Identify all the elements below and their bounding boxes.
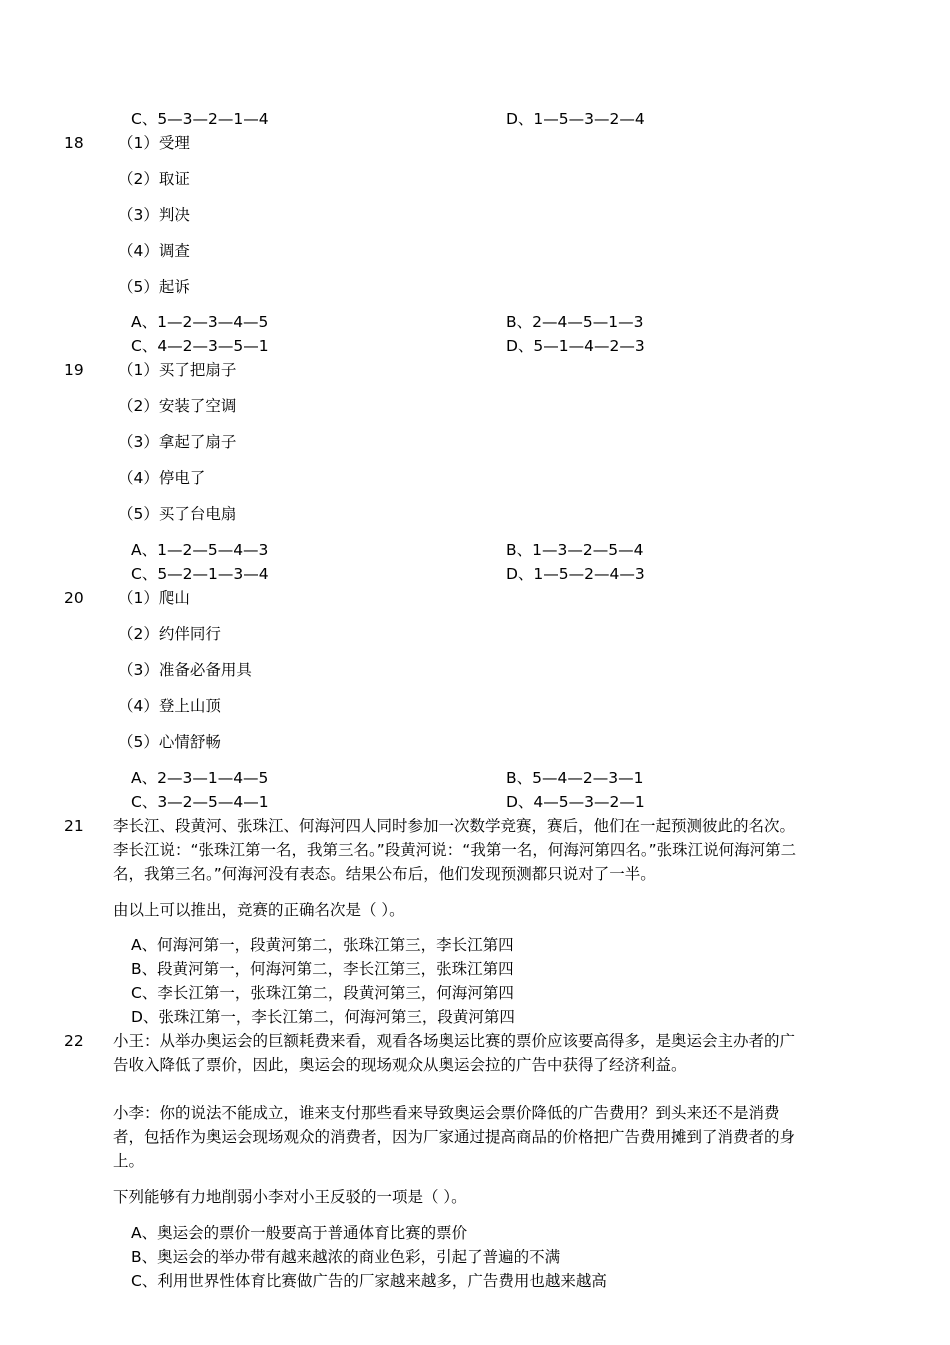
q22-question: 下列能够有力地削弱小李对小王反驳的一项是（ ）。 — [113, 1188, 467, 1206]
q20-item-2: （2）约伴同行 — [118, 625, 221, 643]
question-number-18: 18 — [64, 134, 84, 152]
q20-option-b: B、5—4—2—3—1 — [506, 769, 644, 787]
q22-li-line-3: 上。 — [113, 1152, 145, 1170]
q18-item-4: （4）调查 — [118, 242, 190, 260]
question-number-21: 21 — [64, 817, 84, 835]
q17-option-d: D、1—5—3—2—4 — [506, 110, 645, 128]
q18-item-3: （3）判决 — [118, 206, 190, 224]
q20-item-3: （3）准备必备用具 — [118, 661, 252, 679]
q18-option-d: D、5—1—4—2—3 — [506, 337, 645, 355]
question-number-20: 20 — [64, 589, 84, 607]
q20-item-5: （5）心情舒畅 — [118, 733, 221, 751]
q22-wang-line-1: 小王：从举办奥运会的巨额耗费来看，观看各场奥运比赛的票价应该要高得多，是奥运会主办者的广 — [113, 1032, 796, 1050]
q19-item-1: （1）买了把扇子 — [118, 361, 237, 379]
q19-option-c: C、5—2—1—3—4 — [131, 565, 269, 583]
q20-option-a: A、2—3—1—4—5 — [131, 769, 269, 787]
q19-option-a: A、1—2—5—4—3 — [131, 541, 269, 559]
q19-item-2: （2）安装了空调 — [118, 397, 237, 415]
q22-option-c: C、利用世界性体育比赛做广告的厂家越来越多，广告费用也越来越高 — [131, 1272, 607, 1290]
q18-item-2: （2）取证 — [118, 170, 190, 188]
q21-stem-line-3: 名，我第三名。”何海河没有表态。结果公布后，他们发现预测都只说对了一半。 — [113, 865, 656, 883]
q17-option-c: C、5—3—2—1—4 — [131, 110, 269, 128]
question-number-22: 22 — [64, 1032, 84, 1050]
q22-option-b: B、奥运会的举办带有越来越浓的商业色彩，引起了普遍的不满 — [131, 1248, 561, 1266]
q18-option-c: C、4—2—3—5—1 — [131, 337, 269, 355]
q20-item-4: （4）登上山顶 — [118, 697, 221, 715]
q22-li-line-2: 者，包括作为奥运会现场观众的消费者，因为厂家通过提高商品的价格把广告费用摊到了消费者的身 — [113, 1128, 796, 1146]
q19-option-b: B、1—3—2—5—4 — [506, 541, 644, 559]
q21-option-c: C、李长江第一，张珠江第二，段黄河第三，何海河第四 — [131, 984, 514, 1002]
q18-item-5: （5）起诉 — [118, 278, 190, 296]
q19-option-d: D、1—5—2—4—3 — [506, 565, 645, 583]
question-number-19: 19 — [64, 361, 84, 379]
q21-question: 由以上可以推出，竞赛的正确名次是（ ）。 — [113, 901, 405, 919]
q22-li-line-1: 小李：你的说法不能成立，谁来支付那些看来导致奥运会票价降低的广告费用？到头来还不是消费 — [113, 1104, 780, 1122]
q19-item-5: （5）买了台电扇 — [118, 505, 237, 523]
q18-option-b: B、2—4—5—1—3 — [506, 313, 644, 331]
q20-item-1: （1）爬山 — [118, 589, 190, 607]
q21-stem-line-1: 李长江、段黄河、张珠江、何海河四人同时参加一次数学竞赛，赛后，他们在一起预测彼此的名次。 — [113, 817, 796, 835]
q19-item-4: （4）停电了 — [118, 469, 206, 487]
q21-option-b: B、段黄河第一，何海河第二，李长江第三，张珠江第四 — [131, 960, 514, 978]
q21-option-d: D、张珠江第一，李长江第二，何海河第三，段黄河第四 — [131, 1008, 515, 1026]
q18-item-1: （1）受理 — [118, 134, 190, 152]
q22-wang-line-2: 告收入降低了票价，因此，奥运会的现场观众从奥运会拉的广告中获得了经济利益。 — [113, 1056, 687, 1074]
q18-option-a: A、1—2—3—4—5 — [131, 313, 269, 331]
q20-option-c: C、3—2—5—4—1 — [131, 793, 269, 811]
q21-option-a: A、何海河第一，段黄河第二，张珠江第三，李长江第四 — [131, 936, 514, 954]
q21-stem-line-2: 李长江说：“张珠江第一名，我第三名。”段黄河说：“我第一名，何海河第四名。”张珠江说何海河第二 — [113, 841, 797, 859]
q19-item-3: （3）拿起了扇子 — [118, 433, 237, 451]
q20-option-d: D、4—5—3—2—1 — [506, 793, 645, 811]
q22-option-a: A、奥运会的票价一般要高于普通体育比赛的票价 — [131, 1224, 468, 1242]
